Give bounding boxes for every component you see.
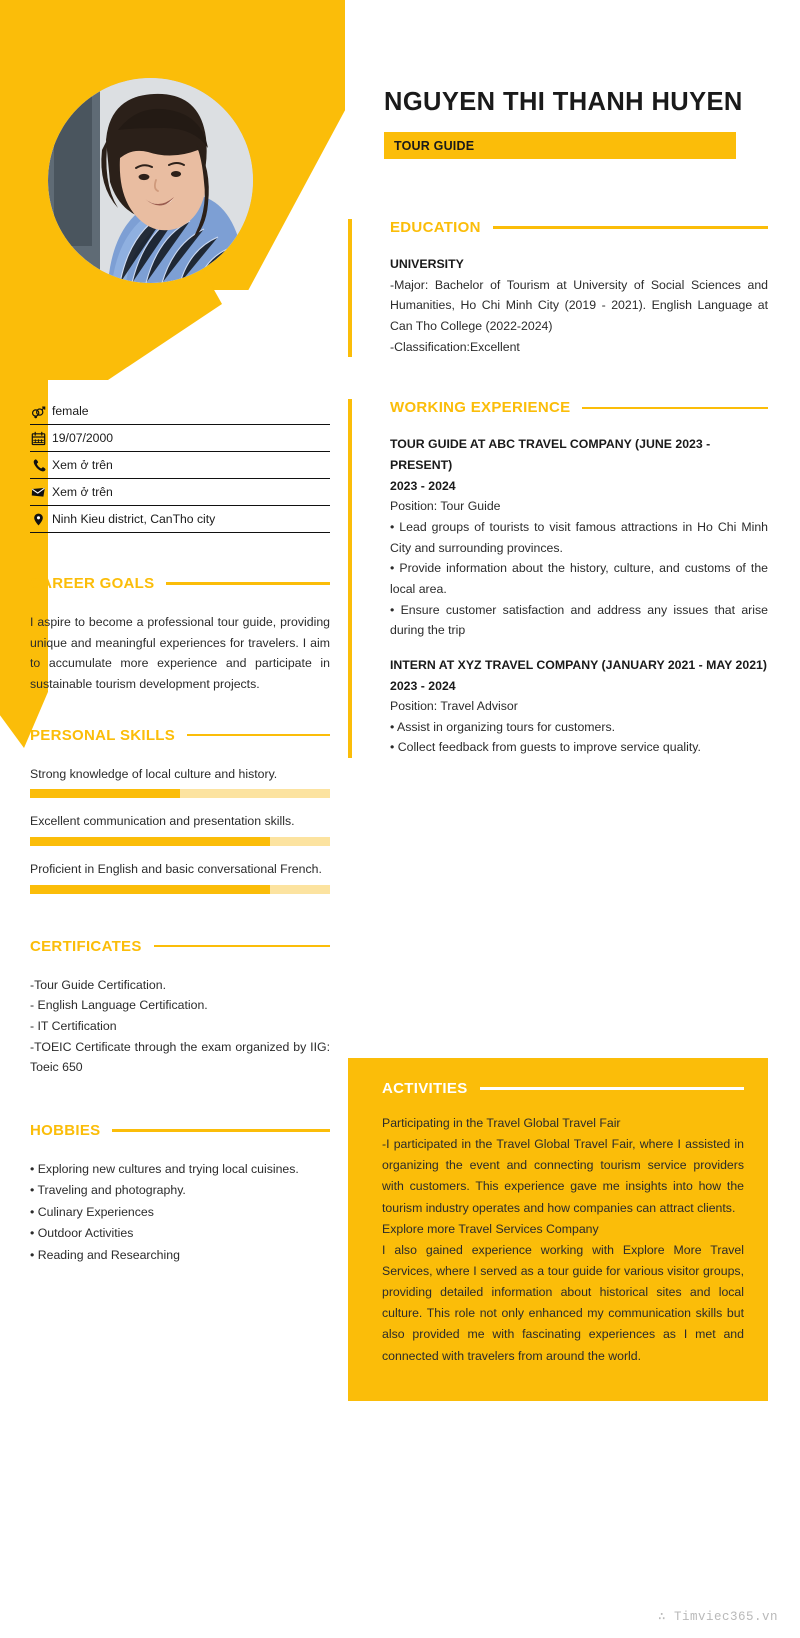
activities-heading	[382, 1080, 744, 1097]
section-education	[348, 219, 768, 357]
skill-label: Excellent communication and presentation skills.	[30, 814, 295, 829]
job-period: 2023 - 2024	[390, 478, 456, 493]
skill-label: Proficient in English and basic conversational French.	[30, 861, 322, 876]
heading-rule	[154, 945, 330, 948]
job-company: TOUR GUIDE AT ABC TRAVEL COMPANY (JUNE 2023 - PRESENT)	[390, 437, 711, 472]
hobby-item: • Outdoor Activities	[30, 1226, 134, 1241]
avatar	[48, 78, 253, 283]
career-goals-text: I aspire to become a professional tour guide, providing unique and meaningful experiences for travelers. I aim to accumulate more experience and participate in sustainable tourism development projects.	[30, 615, 330, 691]
info-value: Xem ở trên	[52, 485, 113, 499]
profile-photo-illustration	[48, 78, 253, 283]
activities-paragraph: Explore more Travel Services Company	[382, 1221, 599, 1236]
location-pin-icon	[30, 512, 47, 527]
education-heading	[390, 219, 768, 236]
personal-info-table	[30, 398, 330, 533]
section-certificates	[30, 938, 330, 1078]
watermark: ∴ Timviec365.vn	[657, 1610, 778, 1624]
activities-paragraph: I also gained experience working with Explore More Travel Services, where I served as a tour guide for various visitor groups, providing detailed information about historical sites and local culture. This role not only enhanced my communication skills but also provided me with fascinating experiences as I met and connected with travelers from around the world.	[382, 1242, 744, 1363]
job-bullet: • Assist in organizing tours for customers.	[390, 719, 616, 734]
skill-bar-fill	[30, 885, 270, 894]
skill-label: Strong knowledge of local culture and history.	[30, 766, 278, 781]
personal-skills-heading	[30, 727, 330, 744]
hobby-item: • Reading and Researching	[30, 1247, 180, 1262]
hobbies-title: HOBBIES	[30, 1121, 101, 1139]
skill-item	[30, 859, 330, 894]
skill-bar-fill	[30, 837, 270, 846]
certificate-item: -Tour Guide Certification.	[30, 977, 167, 992]
heading-rule	[187, 734, 330, 737]
calendar-icon	[30, 431, 47, 446]
skill-bar-track	[30, 885, 330, 894]
skill-bar-track	[30, 837, 330, 846]
skill-item	[30, 811, 330, 846]
info-row-address	[30, 506, 330, 533]
career-goals-title: CAREER GOALS	[30, 575, 155, 592]
info-value: Ninh Kieu district, CanTho city	[52, 512, 216, 526]
job-period: 2023 - 2024	[390, 678, 456, 693]
page-title: NGUYEN THI THANH HUYEN	[384, 88, 743, 116]
section-working-experience	[348, 399, 768, 758]
info-row-phone	[30, 452, 330, 479]
job-entry	[390, 655, 768, 758]
phone-icon	[30, 458, 47, 472]
personal-skills-title: PERSONAL SKILLS	[30, 726, 176, 744]
hobby-item: • Traveling and photography.	[30, 1183, 186, 1198]
section-activities	[348, 1058, 768, 1401]
education-line: -Major: Bachelor of Tourism at University of Social Sciences and Humanities, Ho Chi Minh City (2019 - 2021). English Language at Can Tho College (2022-2024)	[390, 277, 768, 333]
certificate-item: -TOEIC Certificate through the exam organized by IIG: Toeic 650	[30, 1039, 330, 1075]
heading-rule	[493, 226, 768, 229]
hobbies-heading	[30, 1122, 330, 1139]
heading-rule	[166, 582, 330, 585]
skill-item	[30, 764, 330, 799]
heading-rule	[480, 1087, 744, 1090]
email-icon	[30, 485, 47, 500]
activities-title: ACTIVITIES	[382, 1080, 468, 1097]
job-bullet: • Collect feedback from guests to improve service quality.	[390, 740, 701, 755]
info-row-email	[30, 479, 330, 506]
job-company: INTERN AT XYZ TRAVEL COMPANY (JANUARY 2021 - MAY 2021)	[390, 657, 767, 672]
role-badge	[384, 132, 736, 159]
left-column	[30, 398, 330, 1266]
hobby-item: • Exploring new cultures and trying local cuisines.	[30, 1161, 299, 1176]
job-position: Position: Tour Guide	[390, 499, 501, 514]
skill-bar-fill	[30, 789, 180, 798]
activities-paragraph: -I participated in the Travel Global Travel Fair, where I assisted in organizing the event and connecting tourism service providers with customers. This experience gave me insights into how the tourism industry operates and how companies can attract clients.	[382, 1137, 744, 1215]
activities-paragraph: Participating in the Travel Global Travel Fair	[382, 1116, 621, 1130]
right-column	[348, 78, 768, 758]
certificates-heading	[30, 938, 330, 955]
working-experience-heading	[390, 399, 768, 416]
certificate-item: - IT Certification	[30, 1018, 117, 1033]
gender-icon	[30, 404, 47, 419]
hobby-item: • Culinary Experiences	[30, 1204, 154, 1219]
heading-rule	[582, 407, 768, 410]
skill-bar-track	[30, 789, 330, 798]
job-bullet: • Lead groups of tourists to visit famous attractions in Ho Chi Minh City and surrounding provinces.	[390, 519, 768, 555]
certificates-title: CERTIFICATES	[30, 937, 142, 955]
info-value: Xem ở trên	[52, 458, 113, 472]
heading-rule	[112, 1129, 330, 1132]
working-experience-title: WORKING EXPERIENCE	[390, 399, 571, 417]
education-line: -Classification:Excellent	[390, 339, 520, 354]
section-personal-skills	[30, 727, 330, 894]
job-bullet: • Ensure customer satisfaction and address any issues that arise during the trip	[390, 602, 768, 638]
education-title: EDUCATION	[390, 219, 481, 236]
info-row-gender	[30, 398, 330, 425]
certificate-item: - English Language Certification.	[30, 998, 208, 1013]
job-bullet: • Provide information about the history, culture, and customs of the local area.	[390, 561, 768, 596]
info-value: 19/07/2000	[52, 431, 113, 445]
job-position: Position: Travel Advisor	[390, 699, 518, 714]
job-entry	[390, 434, 768, 641]
section-career-goals	[30, 575, 330, 695]
spacer	[390, 641, 768, 655]
info-value: female	[52, 404, 89, 418]
info-row-birthdate	[30, 425, 330, 452]
role-label: TOUR GUIDE	[394, 138, 475, 153]
career-goals-heading	[30, 575, 330, 592]
education-subtitle: UNIVERSITY	[390, 257, 464, 271]
section-hobbies	[30, 1122, 330, 1267]
